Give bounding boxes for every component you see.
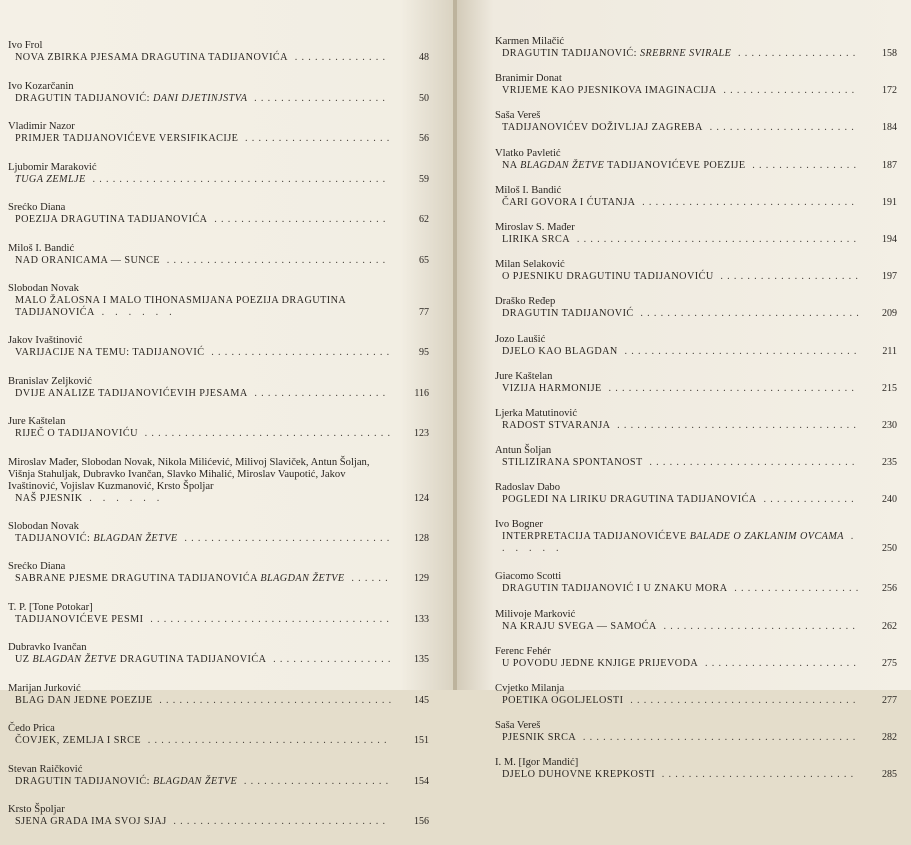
- leader-dots: ................................: [166, 816, 390, 827]
- entry-title: [502, 346, 863, 358]
- entry-author: Branimir Donat: [495, 73, 562, 85]
- entry-title: [15, 93, 395, 105]
- entry-author: Ljerka Matutinović: [495, 407, 578, 419]
- entry-title: [502, 122, 863, 134]
- leader-dots: ................: [745, 159, 861, 171]
- entry-title-text: UZ BLAGDAN ŽETVE DRAGUTINA TADIJANOVIĆA: [15, 654, 267, 665]
- entry-title-text: MALO ŽALOSNA I MALO TIHONASMIJANA POEZIJA DRAGUTINA TADIJANOVIĆA: [15, 295, 346, 318]
- entry-author: T. P. [Tone Potokar]: [8, 601, 93, 613]
- entry-title-text: ČOVJEK, ZEMLJA I SRCE: [15, 735, 142, 746]
- leader-dots: .....................................: [137, 428, 395, 439]
- entry-title: [502, 271, 863, 283]
- entry-title: [15, 573, 395, 585]
- entry-title: [502, 420, 863, 432]
- entry-page-number: 209: [882, 308, 897, 320]
- entry-page-number: 256: [882, 583, 897, 595]
- entry-page-number: 158: [882, 48, 897, 59]
- entry-title: [15, 735, 395, 747]
- entry-title: [15, 347, 395, 359]
- entry-page-number: 191: [882, 196, 897, 208]
- toc-entry: [495, 757, 897, 794]
- toc-entry: [8, 723, 429, 764]
- entry-title: [502, 769, 863, 781]
- entry-title: [502, 197, 863, 209]
- leader-dots: ............................................: [85, 173, 390, 185]
- entry-page-number: 197: [882, 271, 897, 283]
- left-page: [0, 0, 455, 827]
- entry-title-text: NOVA ZBIRKA PJESAMA DRAGUTINA TADIJANOVIĆA: [15, 52, 288, 63]
- leader-dots: .............................: [654, 769, 858, 781]
- entry-title-text: DRAGUTIN TADIJANOVIĆ: SREBRNE SVIRALE: [502, 48, 732, 59]
- entry-title-text: POEZIJA DRAGUTINA TADIJANOVIĆA: [15, 214, 208, 225]
- toc-entry: [495, 683, 897, 720]
- leader-dots: ..................: [731, 48, 860, 59]
- toc-entry: [8, 521, 429, 562]
- entry-title: [502, 85, 863, 97]
- entry-title: [502, 732, 863, 744]
- entry-page-number: 154: [414, 775, 429, 787]
- entry-title-text: INTERPRETACIJA TADIJANOVIĆEVE BALADE O ZAKLANIM OVCAMA: [502, 531, 844, 543]
- toc-entry: [8, 457, 429, 521]
- entry-title-text: POGLEDI NA LIRIKU DRAGUTINA TADIJANOVIĆA: [502, 494, 757, 506]
- left-contents-column: [8, 40, 429, 845]
- entry-title: [502, 48, 863, 60]
- entry-title: [502, 494, 863, 506]
- toc-entry: [495, 222, 897, 259]
- entry-author: Giacomo Scotti: [495, 571, 562, 583]
- entry-page-number: 187: [882, 159, 897, 171]
- entry-author: Cvjetko Milanja: [495, 683, 565, 694]
- toc-entry: [495, 482, 897, 519]
- entry-title-text: VIZIJA HARMONIJE: [502, 382, 602, 394]
- entry-title: [502, 695, 863, 707]
- toc-entry: [495, 371, 897, 408]
- entry-title: [15, 174, 395, 186]
- toc-entry: [495, 646, 897, 683]
- entry-title-text: DJELO DUHOVNE KREPKOSTI: [502, 769, 655, 781]
- entry-author: Miloš I. Bandić: [495, 184, 562, 196]
- entry-title: [502, 383, 863, 395]
- entry-page-number: 77: [419, 307, 429, 318]
- leader-dots: ..................................: [623, 695, 860, 706]
- entry-author: Jakov Ivaštinović: [8, 335, 83, 346]
- entry-page-number: 145: [414, 694, 429, 706]
- leader-dots: ...................................: [617, 345, 861, 357]
- entry-title: [502, 308, 863, 320]
- leader-dots: .................................: [633, 308, 864, 320]
- entry-title-text: DVIJE ANALIZE TADIJANOVIĆEVIH PJESAMA: [15, 387, 248, 399]
- entry-title: [15, 133, 395, 145]
- entry-title-text: RIJEČ O TADIJANOVIĆU: [15, 428, 138, 439]
- entry-title: [502, 658, 863, 670]
- entry-page-number: 156: [414, 816, 429, 827]
- entry-title-text: O PJESNIKU DRAGUTINU TADIJANOVIĆU: [502, 271, 714, 283]
- entry-title-text: PRIMJER TADIJANOVIĆEVE VERSIFIKACIJE: [15, 133, 239, 144]
- entry-page-number: 133: [414, 613, 429, 625]
- leader-dots: ......: [344, 573, 392, 584]
- toc-entry: [8, 243, 429, 284]
- entry-author: Ivo Frol: [8, 40, 43, 51]
- leader-dots: ......................: [237, 775, 393, 787]
- entry-title: [15, 816, 395, 828]
- toc-entry: [495, 296, 897, 333]
- entry-author: Marijan Jurković: [8, 682, 81, 694]
- leader-dots: ...............................: [642, 457, 859, 469]
- entry-title: [502, 583, 863, 595]
- entry-author: Radoslav Dabo: [495, 482, 561, 494]
- entry-title-text: BLAG DAN JEDNE POEZIJE: [15, 694, 153, 706]
- leader-dots: ....................: [247, 387, 390, 399]
- entry-title-text: ČARI GOVORA I ĆUTANJA: [502, 196, 636, 208]
- entry-author: Vladimir Nazor: [8, 121, 75, 132]
- entry-author: Čedo Prica: [8, 723, 55, 734]
- entry-title-text: DJELO KAO BLAGDAN: [502, 345, 618, 357]
- entry-page-number: 277: [882, 695, 897, 706]
- leader-dots: ...................................: [152, 694, 396, 706]
- entry-page-number: 65: [419, 254, 429, 266]
- leader-dots: ....................................: [141, 735, 391, 746]
- toc-entry: [495, 334, 897, 371]
- toc-entry: [8, 804, 429, 845]
- leader-dots: ....................: [247, 92, 390, 104]
- entry-page-number: 275: [882, 657, 897, 669]
- toc-entry: [8, 683, 429, 724]
- entry-title-text: NA KRAJU SVEGA — SAMOĆA: [502, 620, 657, 632]
- leader-dots: . . . . . .: [94, 307, 176, 318]
- leader-dots: .........................................: [576, 732, 860, 744]
- leader-dots: ......................: [702, 122, 859, 134]
- toc-entry: [495, 36, 897, 73]
- entry-title-text: TADIJANOVIĆ: BLAGDAN ŽETVE: [15, 532, 178, 544]
- entry-page-number: 128: [414, 532, 429, 544]
- entry-author: Slobodan Novak: [8, 520, 79, 532]
- toc-entry: [495, 720, 897, 757]
- entry-author: Draško Ređep: [495, 296, 556, 308]
- entry-page-number: 184: [882, 122, 897, 134]
- leader-dots: ....................: [716, 85, 859, 97]
- entry-page-number: 135: [414, 654, 429, 665]
- entry-author: Karmen Milačić: [495, 36, 565, 47]
- entry-title-text: TADIJANOVIĆEVE PESMI: [15, 613, 144, 625]
- toc-entry: [495, 571, 897, 608]
- toc-entry: [8, 642, 429, 683]
- toc-entry: [8, 283, 429, 335]
- entry-title: [15, 533, 395, 545]
- entry-page-number: 116: [414, 387, 429, 399]
- leader-dots: . . . . . .: [82, 492, 164, 504]
- entry-author: Srećko Diana: [8, 202, 66, 213]
- entry-page-number: 129: [414, 573, 429, 584]
- entry-author: Saša Vereš: [495, 110, 541, 122]
- leader-dots: . . . . . .: [502, 531, 858, 555]
- entry-page-number: 211: [882, 345, 897, 357]
- leader-dots: .....................: [713, 271, 863, 283]
- entry-title: [15, 295, 395, 319]
- toc-entry: [8, 376, 429, 417]
- toc-entry: [495, 73, 897, 110]
- entry-title: [15, 776, 395, 788]
- toc-entry: [495, 110, 897, 147]
- entry-author: Srećko Diana: [8, 561, 66, 572]
- leader-dots: .......................: [698, 657, 861, 669]
- entry-title: [15, 52, 395, 64]
- leader-dots: ...............................: [177, 532, 394, 544]
- entry-page-number: 123: [414, 428, 429, 439]
- leader-dots: ................................: [635, 196, 859, 208]
- entry-title: [502, 457, 863, 469]
- entry-author: Jozo Laušić: [495, 333, 546, 345]
- entry-title: [15, 428, 395, 440]
- toc-entry: [8, 202, 429, 243]
- entry-title-text: NAŠ PJESNIK: [15, 492, 83, 504]
- toc-entry: [8, 764, 429, 805]
- entry-page-number: 48: [419, 52, 429, 63]
- entry-page-number: 124: [414, 492, 429, 504]
- entry-title: [502, 234, 863, 246]
- entry-author: Ferenc Fehér: [495, 645, 551, 657]
- entry-page-number: 235: [882, 457, 897, 469]
- right-page: [457, 0, 911, 781]
- entry-title-text: DRAGUTIN TADIJANOVIĆ: DANI DJETINJSTVA: [15, 92, 248, 104]
- entry-title-text: DRAGUTIN TADIJANOVIĆ: BLAGDAN ŽETVE: [15, 775, 238, 787]
- entry-title: [15, 388, 395, 400]
- leader-dots: ..............: [287, 52, 390, 63]
- toc-entry: [8, 121, 429, 162]
- entry-author: Branislav Zeljković: [8, 375, 92, 387]
- entry-title-text: NA BLAGDAN ŽETVE TADIJANOVIĆEVE POEZIJE: [502, 159, 746, 171]
- entry-title-text: SJENA GRADA IMA SVOJ SJAJ: [15, 816, 167, 827]
- toc-entry: [8, 416, 429, 457]
- entry-author: Ivo Kozarčanin: [8, 80, 74, 92]
- entry-title-text: VARIJACIJE NA TEMU: TADIJANOVIĆ: [15, 347, 205, 358]
- entry-author: Milan Selaković: [495, 259, 565, 271]
- entry-author: Milivoje Marković: [495, 608, 576, 620]
- entry-page-number: 151: [414, 735, 429, 746]
- leader-dots: ...................: [727, 583, 863, 595]
- entry-page-number: 56: [419, 133, 429, 144]
- entry-title-text: VRIJEME KAO PJESNIKOVA IMAGINACIJA: [502, 85, 717, 97]
- leader-dots: ..........................................: [570, 233, 861, 245]
- entry-title-text: RADOST STVARANJA: [502, 419, 611, 431]
- entry-page-number: 59: [419, 173, 429, 185]
- entry-title: [502, 531, 863, 555]
- entry-author: I. M. [Igor Mandić]: [495, 757, 579, 769]
- entry-title-text: DRAGUTIN TADIJANOVIĆ: [502, 308, 634, 320]
- entry-title-text: SABRANE PJESME DRAGUTINA TADIJANOVIĆA BLAGDAN ŽETVE: [15, 573, 345, 584]
- entry-page-number: 230: [882, 419, 897, 431]
- entry-author: Ivo Bogner: [495, 519, 543, 531]
- toc-entry: [8, 561, 429, 602]
- entry-author: Jure Kaštelan: [495, 370, 553, 382]
- entry-author: Vlatko Pavletić: [495, 147, 561, 159]
- entry-title-text: POETIKA OGOLJELOSTI: [502, 695, 624, 706]
- entry-page-number: 262: [882, 620, 897, 632]
- entry-title-text: U POVODU JEDNE KNJIGE PRIJEVODA: [502, 657, 699, 669]
- entry-page-number: 172: [882, 85, 897, 97]
- leader-dots: ....................................: [143, 613, 394, 625]
- right-contents-column: [495, 36, 897, 795]
- leader-dots: ..........................: [207, 214, 390, 225]
- entry-page-number: 250: [882, 543, 897, 555]
- entry-title: [15, 695, 395, 707]
- entry-page-number: 50: [419, 92, 429, 104]
- toc-entry: [495, 408, 897, 445]
- entry-author: Miloš I. Bandić: [8, 242, 75, 254]
- entry-title: [15, 614, 395, 626]
- toc-entry: [495, 519, 897, 571]
- entry-author: Saša Vereš: [495, 720, 541, 732]
- entry-title-text: STILIZIRANA SPONTANOST: [502, 457, 643, 469]
- toc-entry: [495, 609, 897, 646]
- leader-dots: ..................: [266, 654, 395, 665]
- leader-dots: .............................: [656, 620, 860, 632]
- entry-author: Ljubomir Maraković: [8, 161, 97, 173]
- toc-entry: [8, 81, 429, 122]
- toc-entry: [8, 335, 429, 376]
- entry-title: [502, 621, 863, 633]
- toc-entry: [8, 162, 429, 203]
- entry-author: Stevan Raičković: [8, 763, 83, 775]
- entry-title: [15, 214, 395, 226]
- entry-author: Jure Kaštelan: [8, 416, 66, 427]
- leader-dots: ......................: [238, 133, 394, 144]
- entry-title-text: NAD ORANICAMA — SUNCE: [15, 254, 161, 266]
- entry-title: [15, 493, 395, 505]
- leader-dots: .................................: [160, 254, 390, 266]
- entry-page-number: 285: [882, 769, 897, 781]
- entry-author: Slobodan Novak: [8, 283, 79, 294]
- entry-title: [15, 654, 395, 666]
- entry-title: [502, 160, 863, 172]
- toc-entry: [495, 445, 897, 482]
- entry-title-text: LIRIKA SRCA: [502, 233, 571, 245]
- entry-title-text: TUGA ZEMLJE: [15, 173, 86, 185]
- entry-title-text: PJESNIK SRCA: [502, 732, 577, 744]
- toc-entry: [8, 40, 429, 81]
- entry-page-number: 95: [419, 347, 429, 358]
- entry-author: Dubravko Ivančan: [8, 642, 87, 653]
- entry-author: Miroslav Mađer, Slobodan Novak, Nikola Milićević, Milivoj Slaviček, Antun Šoljan, Višnja Stahuljak, Dubravko Ivančan, Slavko Mihalić, Miroslav Vaupotić, Jakov Ivaštinović, Vojislav Kuzmanović, Krsto Špoljar: [8, 456, 370, 492]
- toc-entry: [495, 259, 897, 296]
- entry-author: Antun Šoljan: [495, 445, 552, 457]
- toc-entry: [495, 185, 897, 222]
- entry-title-text: TADIJANOVIĆEV DOŽIVLJAJ ZAGREBA: [502, 122, 703, 134]
- entry-title-text: DRAGUTIN TADIJANOVIĆ I U ZNAKU MORA: [502, 583, 728, 595]
- entry-page-number: 62: [419, 214, 429, 225]
- toc-entry: [8, 602, 429, 643]
- toc-entry: [495, 148, 897, 185]
- entry-page-number: 282: [882, 732, 897, 744]
- entry-author: Miroslav S. Mađer: [495, 221, 575, 233]
- entry-page-number: 215: [882, 382, 897, 394]
- leader-dots: ..............: [756, 494, 858, 506]
- leader-dots: ...........................: [204, 347, 394, 358]
- entry-title: [15, 255, 395, 267]
- leader-dots: .....................................: [601, 382, 859, 394]
- leader-dots: ....................................: [610, 419, 861, 431]
- entry-page-number: 194: [882, 233, 897, 245]
- entry-page-number: 240: [882, 494, 897, 506]
- entry-author: Krsto Špoljar: [8, 804, 65, 815]
